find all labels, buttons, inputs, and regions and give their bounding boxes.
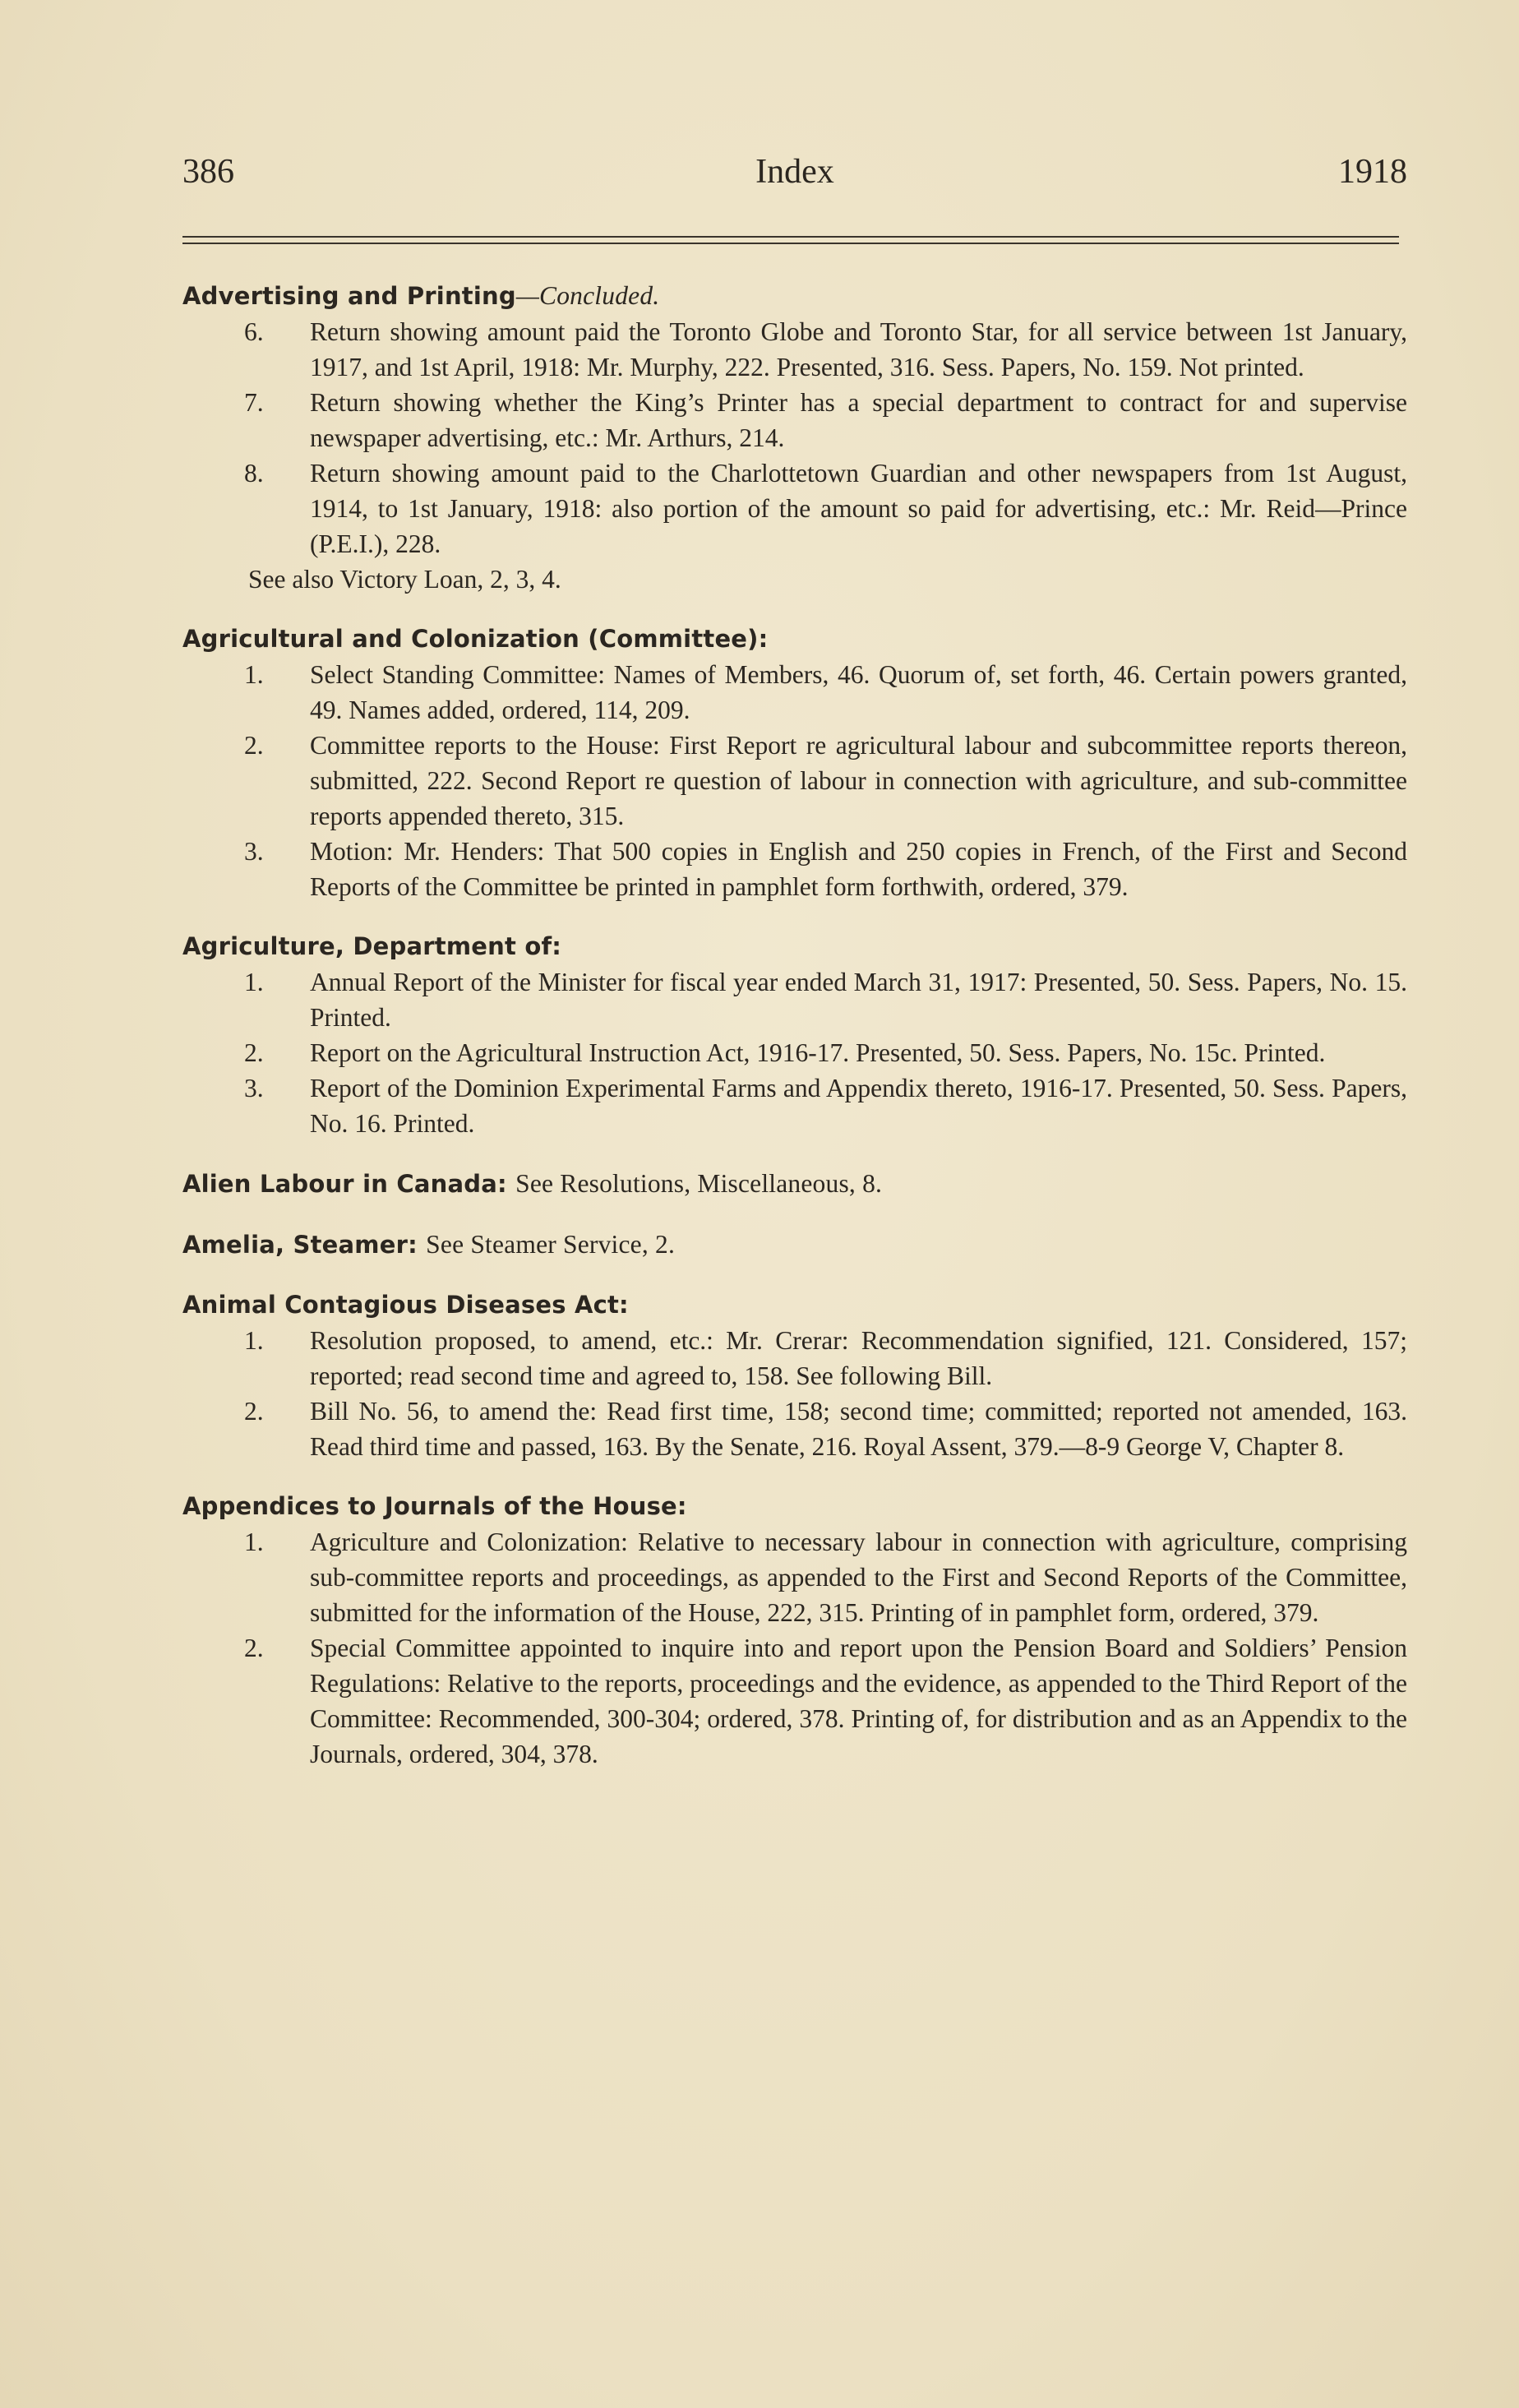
page-number: 386: [182, 153, 234, 191]
entry-inline-text: See Resolutions, Miscellaneous, 8.: [515, 1169, 883, 1198]
entry-heading: Alien Labour in Canada: See Resolutions, Miscellaneous, 8.: [182, 1169, 883, 1198]
list-item: 1. Select Standing Committee: Names of Members, 46. Quorum of, set forth, 46. Certain powers granted, 49. Names added, ordered, 114, 209.: [244, 660, 1407, 724]
header-rule-bottom: [182, 243, 1399, 244]
page-year: 1918: [1338, 153, 1407, 191]
index-content: [182, 278, 1407, 1796]
list-item: 1. Agriculture and Colonization: Relative to necessary labour in connection with agriculture, comprising sub-committee reports and proceedings, as appended to the First and Second Reports of the Committee, submitted for the information of the House, 222, 315. Printing of in pamphlet form, ordered, 379.: [244, 1528, 1407, 1627]
list-item: 1. Resolution proposed, to amend, etc.: Mr. Crerar: Recommendation signified, 121. Considered, 157; reported; read second time and agreed to, 158. See following Bill.: [244, 1326, 1407, 1390]
list-item: 7. Return showing whether the King’s Printer has a special department to contract for and supervise newspaper advertising, etc.: Mr. Arthurs, 214.: [244, 388, 1407, 452]
list-item: 3. Motion: Mr. Henders: That 500 copies in English and 250 copies in French, of the First and Second Reports of the Committee be printed in pamphlet form forthwith, ordered, 379.: [244, 837, 1407, 901]
entry-inline-text: See Steamer Service, 2.: [426, 1230, 676, 1259]
index-entry: [182, 622, 1407, 904]
entry-heading: Advertising and Printing—Concluded.: [182, 281, 660, 310]
list-item: 2. Bill No. 56, to amend the: Read first time, 158; second time; committed; reported not amended, 163. Read third time and passed, 163. By the Senate, 216. Royal Assent, 379.—8-9 George V, Chapter 8.: [244, 1397, 1407, 1461]
entry-heading: Agricultural and Colonization (Committee):: [182, 625, 769, 653]
index-entry: [182, 929, 1407, 1141]
index-entry: [182, 1489, 1407, 1772]
entry-heading: Animal Contagious Diseases Act:: [182, 1291, 629, 1319]
entry-heading: Appendices to Journals of the House:: [182, 1492, 687, 1520]
entry-heading: Amelia, Steamer: See Steamer Service, 2.: [182, 1230, 676, 1259]
list-item: 1. Annual Report of the Minister for fiscal year ended March 31, 1917: Presented, 50. Sess. Papers, No. 15. Printed.: [244, 968, 1407, 1032]
list-item: 3. Report of the Dominion Experimental Farms and Appendix thereto, 1916-17. Presented, 50. Sess. Papers, No. 16. Printed.: [244, 1074, 1407, 1138]
page-header: [182, 152, 1407, 201]
list-item: 2. Report on the Agricultural Instruction Act, 1916-17. Presented, 50. Sess. Papers, No. 15c. Printed.: [244, 1038, 1326, 1067]
list-item: 2. Committee reports to the House: First Report re agricultural labour and subcommittee reports thereon, submitted, 222. Second Report re question of labour in connection with agriculture, and sub-committee reports appended thereto, 315.: [244, 731, 1407, 830]
index-entry: [182, 1166, 1407, 1202]
entry-heading: Agriculture, Department of:: [182, 932, 562, 960]
index-entry: [182, 278, 1407, 597]
header-rule-top: [182, 236, 1399, 238]
list-item: 6. Return showing amount paid the Toronto Globe and Toronto Star, for all service between 1st January, 1917, and 1st April, 1918: Mr. Murphy, 222. Presented, 316. Sess. Papers, No. 159. Not printed.: [244, 317, 1407, 381]
list-item: 8. Return showing amount paid to the Charlottetown Guardian and other newspapers from 1st August, 1914, to 1st January, 1918: also portion of the amount so paid for advertising, etc.: Mr. Reid—Prince (P.E.I.), 228.: [244, 459, 1407, 558]
list-item: 2. Special Committee appointed to inquire into and report upon the Pension Board and Soldiers’ Pension Regulations: Relative to the reports, proceedings and the evidence, as appended to the Third Report of the Committee: Recommended, 300-304; ordered, 378. Printing of, for distribution and as an Appendix to the Journals, ordered, 304, 378.: [244, 1634, 1407, 1768]
page-title: Index: [755, 153, 834, 191]
index-entry: [182, 1287, 1407, 1464]
entry-heading-suffix: —Concluded.: [515, 281, 660, 310]
index-entry: [182, 1227, 1407, 1263]
see-also-note: See also Victory Loan, 2, 3, 4.: [248, 565, 561, 594]
